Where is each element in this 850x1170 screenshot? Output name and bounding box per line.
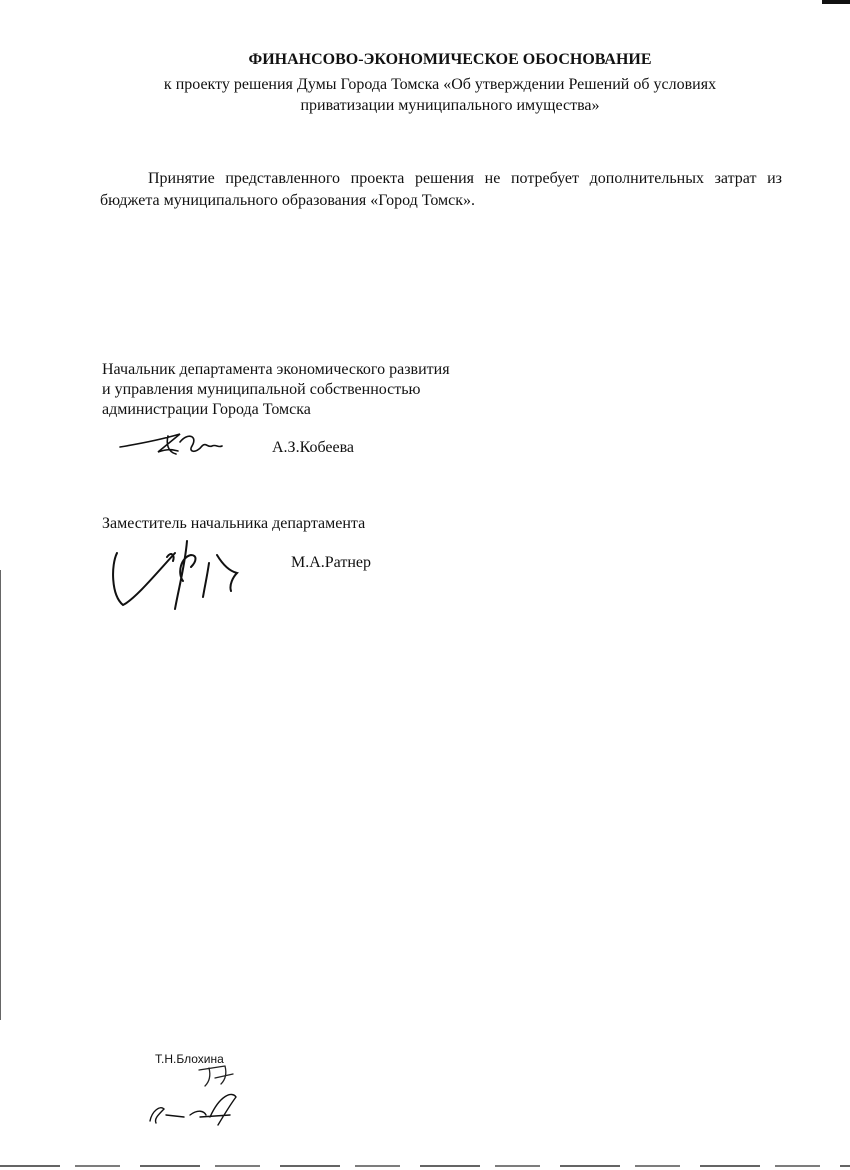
scan-artifact-bottom — [0, 1165, 850, 1167]
document-title: ФИНАНСОВО-ЭКОНОМИЧЕСКОЕ ОБОСНОВАНИЕ — [248, 51, 652, 68]
signatory-2-position: Заместитель начальника департамента — [102, 515, 366, 532]
executor-name: Т.Н.Блохина — [155, 1052, 224, 1066]
document-subtitle — [0, 74, 850, 116]
position-line: Начальник департамента экономического развития — [102, 361, 450, 378]
position-line: администрации Города Томска — [102, 401, 311, 418]
subtitle-line-1: к проекту решения Думы Города Томска «Об утверждении Решений об условиях — [163, 76, 717, 93]
executor-signature — [140, 1085, 245, 1130]
scan-artifact-top — [822, 0, 850, 4]
signatory-2-name: М.А.Ратнер — [291, 554, 372, 571]
title-block — [0, 50, 850, 116]
position-line: и управления муниципальной собственностью — [102, 381, 421, 398]
signatory-1-name: А.З.Кобеева — [272, 439, 355, 456]
signatory-1-position — [102, 360, 450, 420]
body-paragraph: Принятие представленного проекта решения не потребует дополнительных затрат из бюджета муниципального образования «Город Томск». — [100, 170, 782, 209]
scan-artifact-left — [0, 570, 1, 1020]
signature-1 — [118, 424, 233, 464]
signature-2 — [105, 525, 245, 610]
subtitle-line-2: приватизации муниципального имущества» — [300, 97, 600, 114]
